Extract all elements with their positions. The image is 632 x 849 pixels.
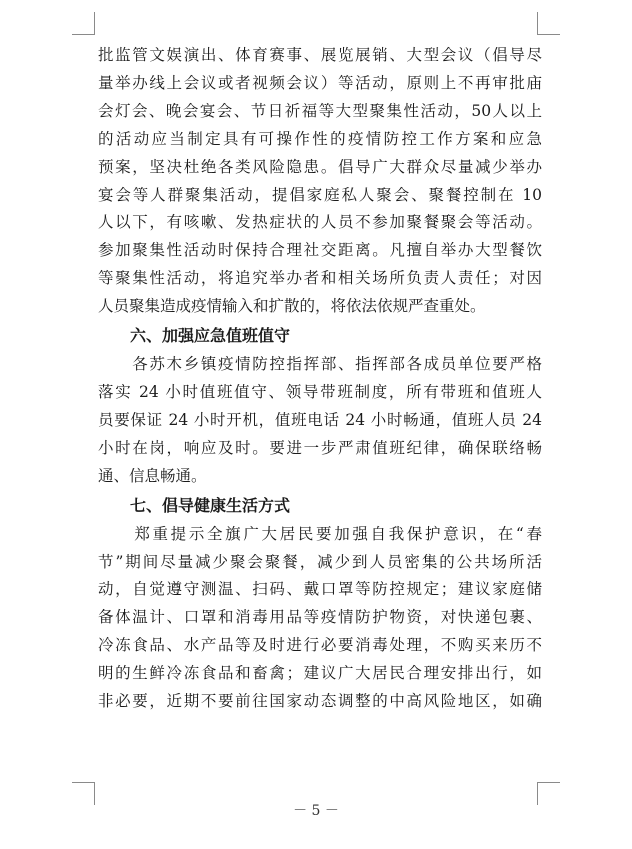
text-line: 预案，坚决杜绝各类风险隐患。倡导广大群众尽量减少举办 bbox=[98, 157, 542, 176]
text-line: 节”期间尽量减少聚会聚餐，减少到人员密集的公共场所活 bbox=[98, 552, 542, 571]
text-line: 会灯会、晚会宴会、节日祈福等大型聚集性活动，50人以上 bbox=[98, 101, 542, 120]
paragraph-3 bbox=[98, 521, 542, 716]
crop-mark-top-right bbox=[537, 12, 560, 35]
paragraph-1 bbox=[98, 42, 542, 321]
section-heading-6: 六、加强应急值班值守 bbox=[130, 326, 291, 346]
text-line: 备体温计、口罩和消毒用品等疫情防护物资，对快递包裹、 bbox=[98, 608, 542, 627]
text-line: 动，自觉遵守测温、扫码、戴口罩等防控规定；建议家庭储 bbox=[98, 580, 542, 599]
text-line: 的活动应当制定具有可操作性的疫情防控工作方案和应急 bbox=[98, 129, 542, 148]
text-line: 量举办线上会议或者视频会议）等活动，原则上不再审批庙 bbox=[98, 73, 542, 92]
page-number: － 5 － bbox=[293, 803, 339, 819]
text-line: 批监管文娱演出、体育赛事、展览展销、大型会议（倡导尽 bbox=[98, 46, 542, 64]
text-line: 落实 24 小时值班值守、领导带班制度，所有带班和值班人 bbox=[98, 382, 542, 401]
text-line: 郑重提示全旗广大居民要加强自我保护意识，在“春 bbox=[98, 524, 542, 543]
document-body bbox=[98, 42, 542, 716]
text-line: 员要保证 24 小时开机，值班电话 24 小时畅通，值班人员 24 bbox=[98, 410, 542, 429]
text-line: 人以下，有咳嗽、发热症状的人员不参加聚餐聚会等活动。 bbox=[98, 213, 542, 232]
crop-mark-top-left bbox=[72, 12, 95, 35]
paragraph-2 bbox=[98, 351, 542, 491]
text-line: 通、信息畅通。 bbox=[98, 466, 207, 485]
text-line: 非必要，近期不要前往国家动态调整的中高风险地区，如确 bbox=[98, 692, 542, 711]
text-line: 等聚集性活动，将追究举办者和相关场所负责人责任；对因 bbox=[98, 269, 542, 288]
text-line: 小时在岗，响应及时。要进一步严肃值班纪律，确保联络畅 bbox=[98, 438, 542, 457]
text-line: 各苏木乡镇疫情防控指挥部、指挥部各成员单位要严格 bbox=[98, 355, 542, 374]
section-heading-7: 七、倡导健康生活方式 bbox=[130, 495, 291, 515]
text-line: 人员聚集造成疫情输入和扩散的，将依法依规严查重处。 bbox=[98, 297, 486, 316]
text-line: 冷冻食品、水产品等及时进行必要消毒处理，不购买来历不 bbox=[98, 636, 542, 655]
text-line: 参加聚集性活动时保持合理社交距离。凡擅自举办大型餐饮 bbox=[98, 241, 542, 260]
text-line: 宴会等人群聚集活动，提倡家庭私人聚会、聚餐控制在 10 bbox=[98, 185, 542, 204]
text-line: 明的生鲜冷冻食品和畜禽；建议广大居民合理安排出行，如 bbox=[98, 664, 542, 683]
